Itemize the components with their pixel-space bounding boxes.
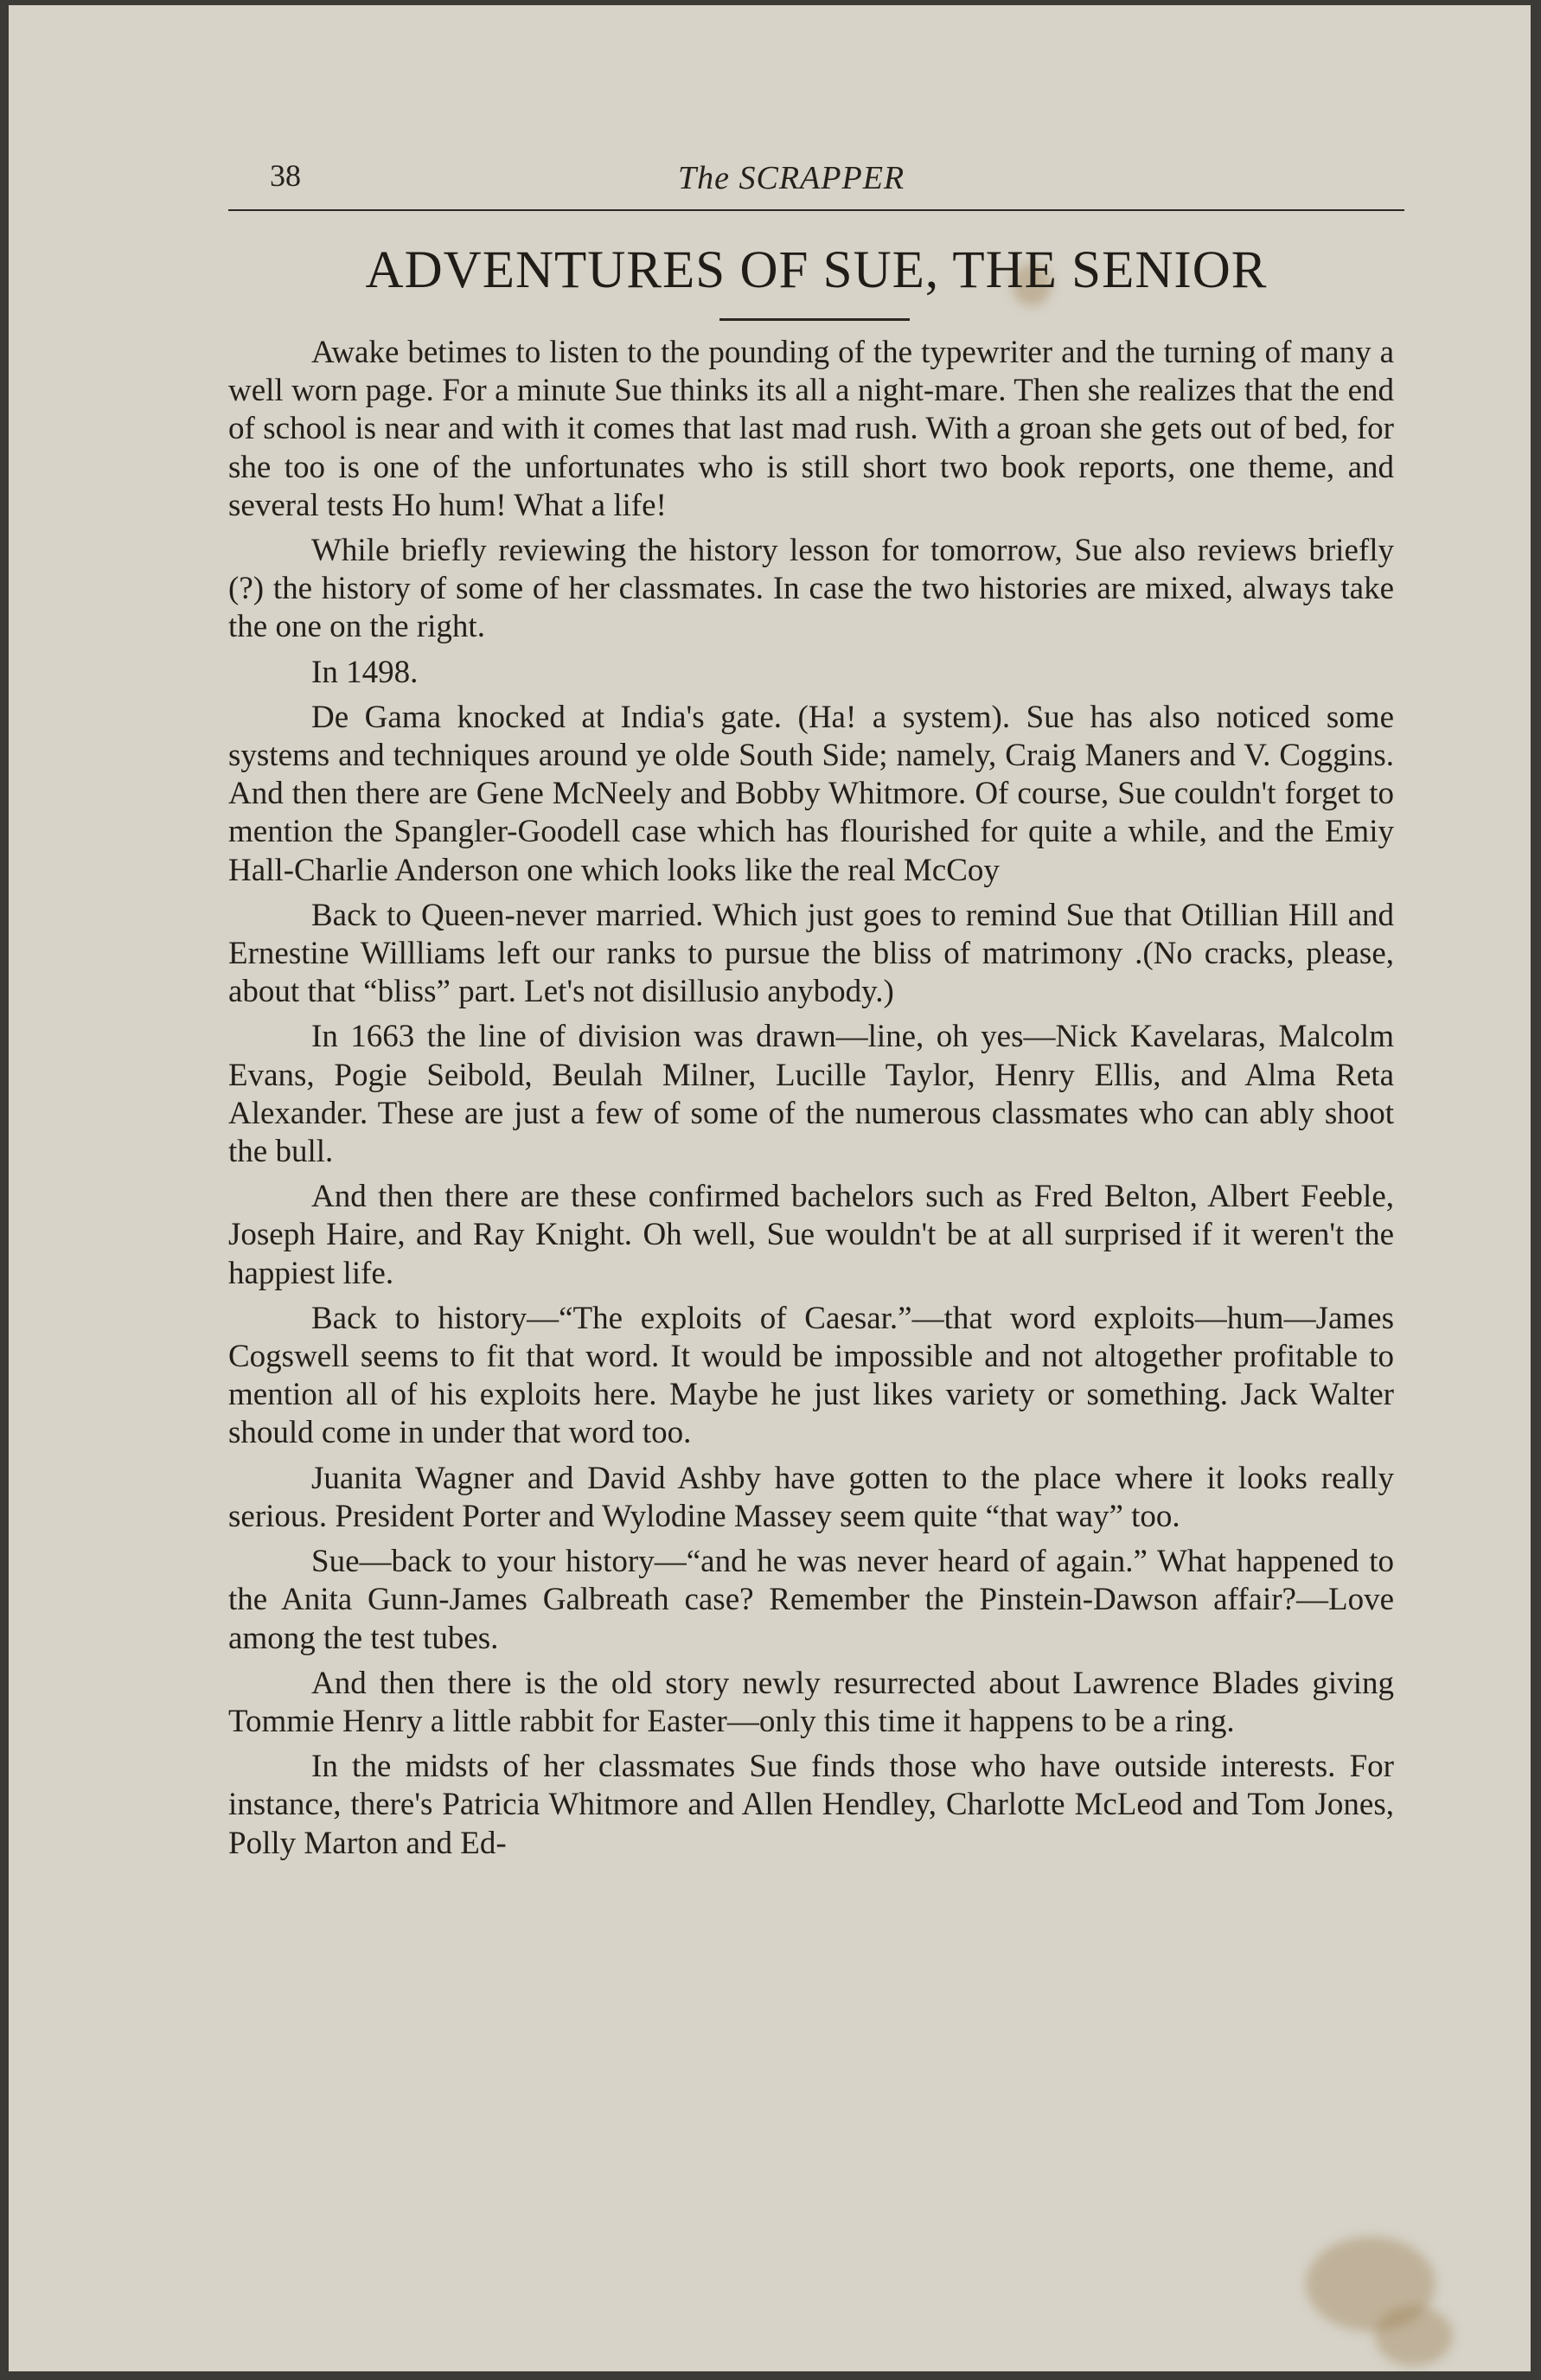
article-body (228, 334, 1394, 1870)
scanned-page (9, 5, 1531, 2371)
paragraph: Awake betimes to listen to the pounding of the typewriter and the turning of many a well worn page. For a minute Sue thinks its all a night-mare. Then she realizes that the end of school is near and with it comes that last mad rush. With a groan she gets out of bed, for she too is one of the unfortunates who is still short two book reports, one theme, and several tests Ho hum! What a life! (228, 335, 1394, 523)
article-title: ADVENTURES OF SUE, THE SENIOR (365, 241, 1268, 299)
paragraph: In 1498. (311, 654, 419, 690)
paragraph: Sue—back to your history—“and he was never heard of again.” What happened to the Anita Gunn-James Galbreath case? Remember the Pinstein-Dawson affair?—Love among the test tubes. (228, 1544, 1394, 1656)
paragraph: While briefly reviewing the history lesson for tomorrow, Sue also reviews briefly (?) the history of some of her classmates. In case the two histories are mixed, always take the one on the right. (228, 533, 1394, 645)
paragraph: In the midsts of her classmates Sue finds those who have outside interests. For instance, there's Patricia Whitmore and Allen Hendley, Charlotte McLeod and Tom Jones, Polly Marton and Ed- (228, 1749, 1394, 1861)
running-title: The SCRAPPER (678, 160, 905, 196)
paragraph: And then there is the old story newly resurrected about Lawrence Blades giving Tommie Henry a little rabbit for Easter—only this time it happens to be a ring. (228, 1665, 1394, 1739)
paragraph: Back to history—“The exploits of Caesar.”—that word exploits—hum—James Cogswell seems to fit that word. It would be impossible and not altogether profitable to mention all of his exploits here. Maybe he just likes variety or something. Jack Walter should come in under that word too. (228, 1300, 1394, 1451)
paragraph: Juanita Wagner and David Ashby have gotten to the place where it looks really serious. President Porter and Wylodine Massey seem quite “that way” too. (228, 1460, 1394, 1534)
page-number: 38 (270, 158, 301, 193)
paragraph: Back to Queen-never married. Which just goes to remind Sue that Otillian Hill and Ernestine Willliams left our ranks to pursue the bliss of matrimony .(No cracks, please, about that “bliss” part. Let's not disillusio anybody.) (228, 897, 1394, 1010)
paragraph: De Gama knocked at India's gate. (Ha! a system). Sue has also noticed some systems and techniques around ye olde South Side; namely, Craig Maners and V. Coggins. And then there are Gene McNeely and Bobby Whitmore. Of course, Sue couldn't forget to mention the Spangler-Goodell case which has flourished for quite a while, and the Emiy Hall-Charlie Anderson one which looks like the real McCoy (228, 699, 1394, 888)
paper-stain (1375, 2306, 1453, 2366)
title-rule (719, 318, 910, 321)
paragraph: In 1663 the line of division was drawn—line, oh yes—Nick Kavelaras, Malcolm Evans, Pogie Seibold, Beulah Milner, Lucille Taylor, Henry Ellis, and Alma Reta Alexander. These are just a few of some of the numerous classmates who can ably shoot the bull. (228, 1019, 1394, 1170)
page-header (228, 157, 1404, 211)
paragraph: And then there are these confirmed bachelors such as Fred Belton, Albert Feeble, Joseph Haire, and Ray Knight. Oh well, Sue wouldn't be at all surprised if it weren't the happiest life. (228, 1179, 1394, 1291)
